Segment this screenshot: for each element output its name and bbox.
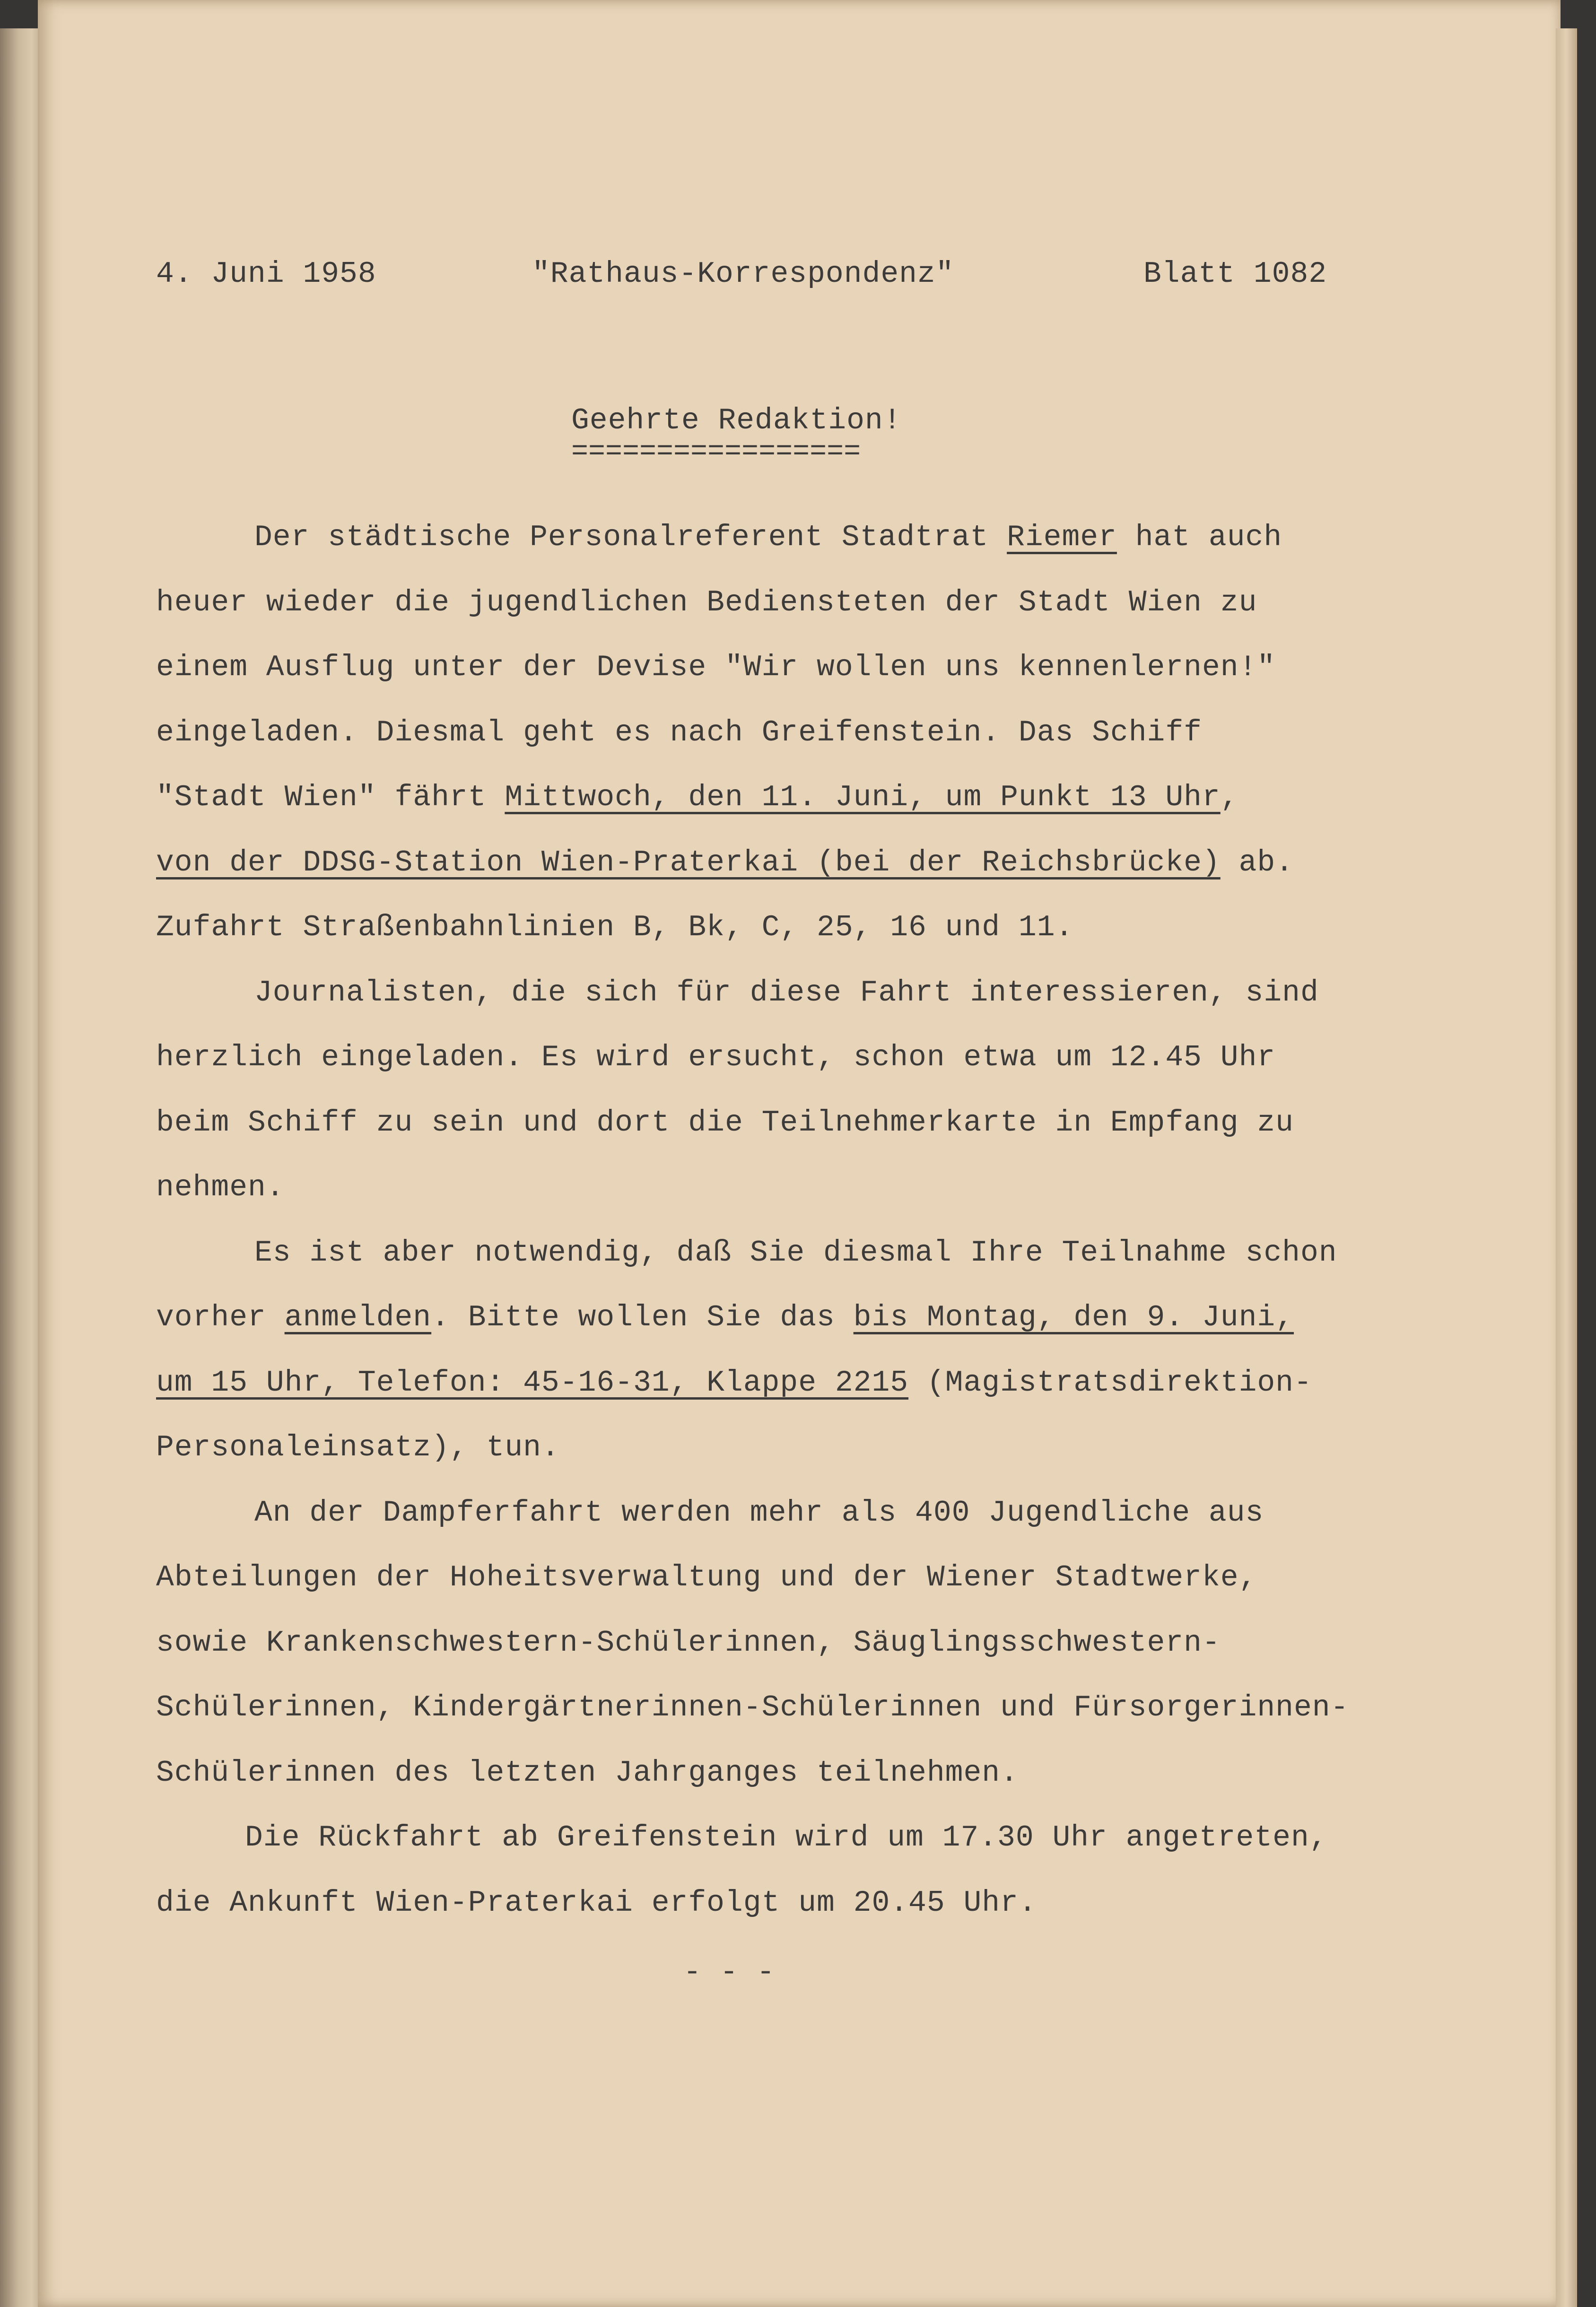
- header-sheet-number: Blatt 1082: [1143, 257, 1327, 291]
- salutation-heading: Geehrte Redaktion!: [571, 404, 902, 437]
- p4-line-1: An der Dampferfahrt werden mehr als 400 Jugendliche aus: [254, 1496, 1264, 1530]
- p4-line-4: Schülerinnen, Kindergärtnerinnen-Schülerinnen und Fürsorgerinnen-: [156, 1691, 1349, 1724]
- p2-line-2: herzlich eingeladen. Es wird ersucht, schon etwa um 12.45 Uhr: [156, 1041, 1276, 1074]
- p4-line-5: Schülerinnen des letzten Jahrganges teilnehmen.: [156, 1756, 1019, 1790]
- underlined-phone: um 15 Uhr, Telefon: 45-16-31, Klappe 2215: [156, 1366, 909, 1400]
- p1-line-7: Zufahrt Straßenbahnlinien B, Bk, C, 25, 16 und 11.: [156, 911, 1074, 944]
- p3-line-3: um 15 Uhr, Telefon: 45-16-31, Klappe 2215 (Magistratsdirektion-: [156, 1366, 1312, 1400]
- underlined-deadline: bis Montag, den 9. Juni,: [853, 1301, 1294, 1334]
- salutation-rule: =================: [571, 436, 861, 468]
- p1-line-2: heuer wieder die jugendlichen Bediensteten der Stadt Wien zu: [156, 586, 1257, 619]
- p4-line-3: sowie Krankenschwestern-Schülerinnen, Säuglingsschwestern-: [156, 1626, 1221, 1660]
- p5-line-2: die Ankunft Wien-Praterkai erfolgt um 20.45 Uhr.: [156, 1886, 1037, 1920]
- p5-line-1: Die Rückfahrt ab Greifenstein wird um 17.30 Uhr angetreten,: [245, 1821, 1328, 1854]
- p1-line-5: "Stadt Wien" fährt Mittwoch, den 11. Juni, um Punkt 13 Uhr,: [156, 781, 1239, 814]
- p3-line-4: Personaleinsatz), tun.: [156, 1431, 560, 1464]
- end-mark: - - -: [683, 1956, 776, 1989]
- underlined-name: Riemer: [1007, 521, 1117, 554]
- p1-line-1: Der städtische Personalreferent Stadtrat Riemer hat auch: [254, 521, 1282, 554]
- p2-line-4: nehmen.: [156, 1171, 285, 1204]
- p2-line-3: beim Schiff zu sein und dort die Teilnehmerkarte in Empfang zu: [156, 1106, 1294, 1140]
- underlined-date-time: Mittwoch, den 11. Juni, um Punkt 13 Uhr: [505, 781, 1221, 814]
- header-date: 4. Juni 1958: [156, 257, 376, 291]
- underlined-location: von der DDSG-Station Wien-Praterkai (bei der Reichsbrücke): [156, 846, 1221, 879]
- header-publication: "Rathaus-Korrespondenz": [532, 257, 954, 291]
- p3-line-1: Es ist aber notwendig, daß Sie diesmal Ihre Teilnahme schon: [254, 1236, 1337, 1270]
- p1-line-3: einem Ausflug unter der Devise "Wir wollen uns kennenlernen!": [156, 651, 1276, 684]
- p4-line-2: Abteilungen der Hoheitsverwaltung und der Wiener Stadtwerke,: [156, 1561, 1257, 1594]
- p3-line-2: vorher anmelden. Bitte wollen Sie das bis Montag, den 9. Juni,: [156, 1301, 1294, 1334]
- p1-line-4: eingeladen. Diesmal geht es nach Greifenstein. Das Schiff: [156, 716, 1202, 749]
- underlined-register: anmelden: [284, 1301, 432, 1334]
- p2-line-1: Journalisten, die sich für diese Fahrt interessieren, sind: [254, 976, 1319, 1010]
- p1-line-6: von der DDSG-Station Wien-Praterkai (bei der Reichsbrücke) ab.: [156, 846, 1294, 879]
